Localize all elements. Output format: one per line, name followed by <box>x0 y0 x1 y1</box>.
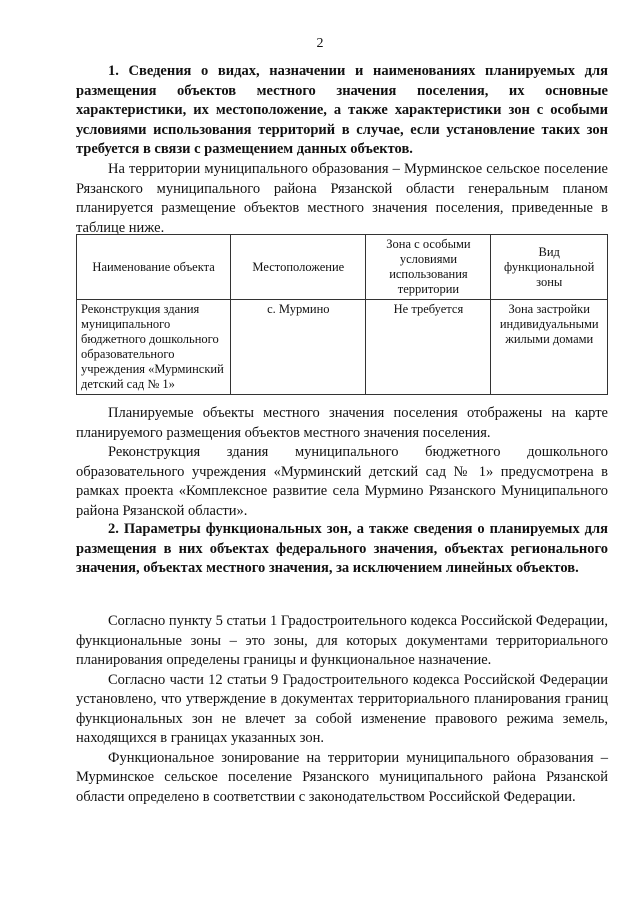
paragraph: Функциональное зонирование на территории муниципального образования – Мурминское сельское поселение Рязанского муниципального района Рязанской области определено в соответствии с законодательством Российской Федерации. <box>76 749 608 805</box>
cell-object-name: Реконструкция здания муниципального бюджетного дошкольного образовательного учреждения «Мурминский детский сад № 1» <box>77 300 231 395</box>
section-1-heading: 1. Сведения о видах, назначении и наименованиях планируемых для размещения объектов местного значения поселения, их основные характеристики, их местоположение, а также характеристики зон с особыми условиями использования территорий в случае, если установление таких зон требуется в связи с размещением данных объектов. <box>76 63 608 157</box>
section-2-heading: 2. Параметры функциональных зон, а также сведения о планируемых для размещения в них объектах федерального значения, объектах регионального значения, объектах местного значения, за исключением линейных объектов. <box>76 521 608 576</box>
header-location: Местоположение <box>231 235 366 300</box>
paragraph: Согласно пункту 5 статьи 1 Градостроительного кодекса Российской Федерации, функциональные зоны – это зоны, для которых документами территориального планирования определены границы и функциональное назначение. <box>76 613 608 668</box>
paragraph: Реконструкция здания муниципального бюджетного дошкольного образовательного учреждения «Мурминский детский сад № 1» предусмотрена в рамках проекта «Комплексное развитие села Мурмино Рязанского Муниципального района Рязанской области». <box>76 444 608 519</box>
section-1-intro: На территории муниципального образования – Мурминское сельское поселение Рязанского муниципального района Рязанской области генеральным планом планируется размещение объектов местного значения поселения, приведенные в таблице ниже. <box>76 161 608 236</box>
page-number: 2 <box>316 36 324 51</box>
paragraph: Согласно части 12 статьи 9 Градостроительного кодекса Российской Федерации установлено, что утверждение в документах территориального планирования границ функциональных зон не влечет за собой изменение правового режима земель, находящихся в границах указанных зон. <box>76 671 608 746</box>
planned-objects-table <box>76 234 608 395</box>
after-table-text <box>76 404 608 521</box>
section-2-body <box>76 612 608 807</box>
header-special-zone: Зона с особыми условиями использования территории <box>366 235 491 300</box>
header-object-name: Наименование объекта <box>77 235 231 300</box>
cell-special-zone: Не требуется <box>366 300 491 395</box>
table-row <box>77 300 608 395</box>
paragraph: Планируемые объекты местного значения поселения отображены на карте планируемого размещения объектов местного значения поселения. <box>76 405 608 441</box>
cell-location: с. Мурмино <box>231 300 366 395</box>
cell-functional-zone: Зона застройки индивидуальными жилыми домами <box>491 300 608 395</box>
table-header-row <box>77 235 608 300</box>
header-functional-zone: Вид функциональной зоны <box>491 235 608 300</box>
